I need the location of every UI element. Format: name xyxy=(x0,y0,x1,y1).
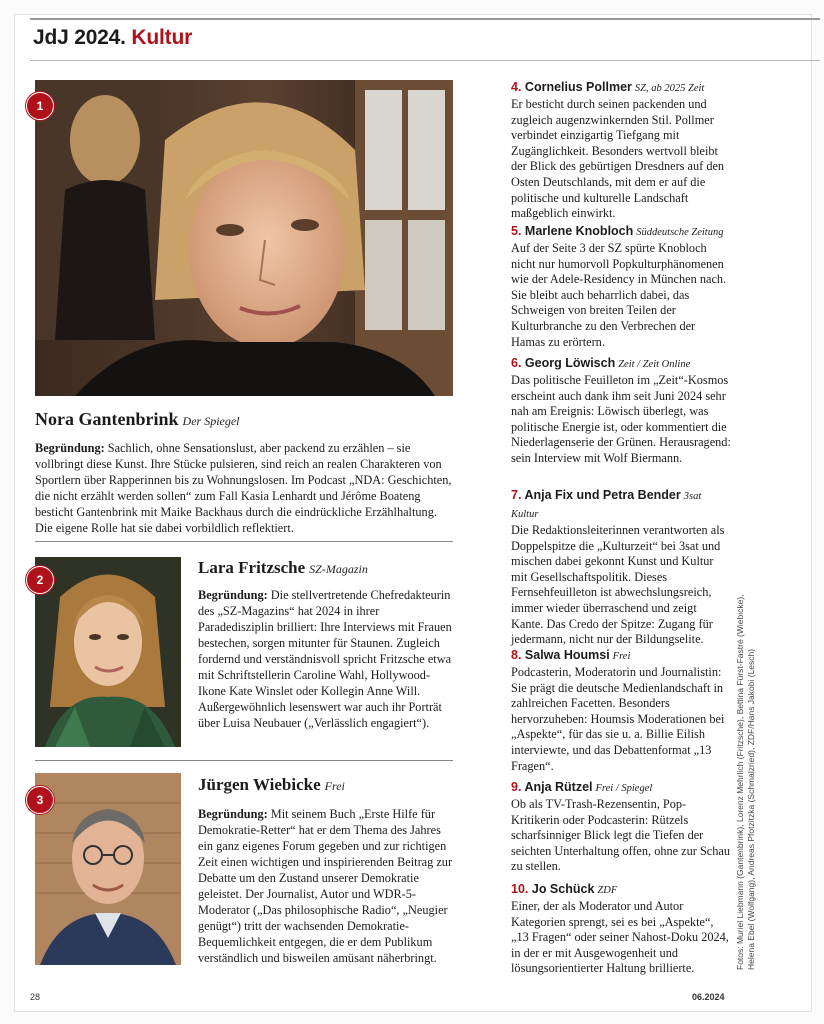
ranking-item-4-head xyxy=(511,79,731,97)
ranking-item-8-head xyxy=(511,647,731,665)
ranking-item-4-text: Er besticht durch seinen packenden und zugleich augenzwinkernden Stil. Pollmer verbindet einzigartig Tiefgang mit Zugänglichkeit. Besonders wertvoll bleibt der Blick des gebürtigen Dresdners auf den Osten Deutschlands, mit dem er auf die politische und kulturelle Landschaft maßgeblich einwirkt. xyxy=(511,97,725,221)
ranking-item-6-outlet: Zeit / Zeit Online xyxy=(618,359,691,370)
featured-1-title xyxy=(35,409,455,430)
divider-2 xyxy=(35,760,453,761)
ranking-item-7 xyxy=(511,487,731,648)
ranking-item-7-name: Anja Fix und Petra Bender xyxy=(524,488,681,502)
photo-credits xyxy=(735,590,795,970)
ranking-item-5 xyxy=(511,223,731,350)
featured-3-label: Begründung: xyxy=(198,807,268,821)
section-header xyxy=(33,26,192,50)
featured-3-name: Jürgen Wiebicke xyxy=(198,775,321,794)
featured-2-name: Lara Fritzsche xyxy=(198,558,306,577)
photo-juergen-wiebicke xyxy=(35,773,181,965)
ranking-item-6-head xyxy=(511,355,731,373)
rank-badge-3: 3 xyxy=(26,786,54,814)
ranking-item-7-head xyxy=(511,487,731,523)
header-prefix: JdJ 2024. xyxy=(33,26,126,49)
ranking-item-5-num: 5. xyxy=(511,224,522,238)
ranking-item-10-head xyxy=(511,881,731,899)
featured-2-label: Begründung: xyxy=(198,588,268,602)
ranking-item-4 xyxy=(511,79,731,222)
header-section: Kultur xyxy=(131,26,193,49)
ranking-item-8-name: Salwa Houmsi xyxy=(524,648,610,662)
ranking-item-4-num: 4. xyxy=(511,80,522,94)
ranking-item-4-outlet: SZ, ab 2025 Zeit xyxy=(634,83,705,94)
ranking-item-9 xyxy=(511,779,731,875)
header-top-rule xyxy=(30,18,820,20)
ranking-item-8-text: Podcasterin, Moderatorin und Journalistin: Sie prägt die deutsche Medienlandschaft in zahlreichen Facetten. Besonders hervorzuheben: Houmsis Moderationen bei „Aspekte“, für das sie u. a. Billie Eilish interviewte, und das Debattenformat „13 Fragen“. xyxy=(511,665,725,773)
ranking-item-6-name: Georg Löwisch xyxy=(524,356,616,370)
ranking-item-9-text: Ob als TV-Trash-Rezensentin, Pop-Kritikerin oder Podcasterin: Rützels scharfsinniger Blick legt die Tiefen der seichten Unterhaltung offen, ohne zur Schau zu stellen. xyxy=(511,797,730,874)
featured-1-label: Begründung: xyxy=(35,441,105,455)
ranking-item-10-text: Einer, der als Moderator und Autor Kategorien sprengt, sei es bei „Aspekte“, „13 Fragen“ oder seiner Nahost-Doku 2024, in der er mit Ausgewogenheit und lösungsorientierter Haltung brillierte. xyxy=(511,899,729,976)
photo-credits-line-1: Fotos: Muriel Liebmann (Gantenbrink), Lorenz Mehrlich (Fritzsche), Bettina Fürst-Fastré (Wiebicke), xyxy=(735,594,745,970)
ranking-item-5-outlet: Süddeutsche Zeitung xyxy=(636,227,724,238)
photo-credits-line-2: Helena Ebel (Wolfgang), Andreas Pfotzitzka (Schmalzried), ZDF/Hans Jakobi (Lesch) xyxy=(746,648,756,970)
ranking-item-8-num: 8. xyxy=(511,648,522,662)
featured-2-text xyxy=(198,587,456,731)
featured-3-text xyxy=(198,806,456,966)
header-bottom-rule xyxy=(30,60,820,61)
ranking-item-6 xyxy=(511,355,731,467)
page-number: 28 xyxy=(30,992,41,1002)
featured-3-body: Mit seinem Buch „Erste Hilfe für Demokratie-Retter“ hat er dem Thema des Jahres ein ganz eigenes Forum gegeben und zur richtigen Zeit einen wichtigen und inspirierenden Beitrag zur Debatte um den Zustand unserer Demokratie geleistet. Der Journalist, Autor und WDR-5-Moderator („Das philosophische Radio“, „Neugier genügt“) tritt der wachsenden Demokratie-Bequemlichkeit entgegen, die er dem Publikum verständlich und bisweilen amüsant näherbringt. xyxy=(198,807,453,965)
ranking-item-5-head xyxy=(511,223,731,241)
featured-1-name: Nora Gantenbrink xyxy=(35,409,179,429)
featured-2-body: Die stellvertretende Chefredakteurin des „SZ-Magazins“ hat 2024 in ihrer Paradedisziplin brilliert: Ihre Interviews mit Frauen bestechen, sorgen mitunter für Staunen. Zugleich fordernd und verständnisvoll spricht Fritzsche etwa mit Schriftstellerin Caroline Wahl, Hollywood-Ikone Kate Winslet oder Kollegin Anne Will. Außergewöhnlich lesenswert war auch ihr Porträt über Luisa Neubauer („Verlässlich engagiert“). xyxy=(198,588,452,730)
featured-3-title xyxy=(198,775,458,795)
ranking-item-7-text: Die Redaktionsleiterinnen verantworten als Doppelspitze die „Kulturzeit“ bei 3sat und mischen dabei gekonnt Kunst und Kultur mit Gesellschaftspolitik. Dieses Fernsehfeuilleton ist abwechslungsreich, immer wieder überraschend und zeigt Kante. Das Credo der Spitze: Zugang für jedermann, nicht nur der Bildungselite. xyxy=(511,523,725,647)
divider-1 xyxy=(35,541,453,542)
photo-lara-fritzsche xyxy=(35,557,181,747)
ranking-item-5-text: Auf der Seite 3 der SZ spürte Knobloch nicht nur humorvoll Popkulturphänomenen wie der Adele-Residency in München nach. Sie bleibt auch beharrlich dabei, das Schweigen von breiten Teilen der Kulturbranche zu den Verbrechen der Hamas zu erörtern. xyxy=(511,241,727,349)
issue-date: 06.2024 xyxy=(692,992,725,1002)
ranking-item-9-outlet: Frei / Spiegel xyxy=(595,783,653,794)
ranking-item-4-name: Cornelius Pollmer xyxy=(524,80,632,94)
featured-1-outlet: Der Spiegel xyxy=(182,414,240,428)
rank-badge-2: 2 xyxy=(26,566,54,594)
ranking-item-5-name: Marlene Knobloch xyxy=(524,224,634,238)
photo-nora-gantenbrink xyxy=(35,80,453,396)
featured-3-outlet: Frei xyxy=(324,779,345,793)
rank-badge-1: 1 xyxy=(26,92,54,120)
ranking-item-7-num: 7. xyxy=(511,488,522,502)
featured-1-body: Sachlich, ohne Sensationslust, aber packend zu erzählen – sie vollbringt diese Kunst. Ihre Stücke pulsieren, sind reich an realen Charakteren von Sportlern über Rapperinnen bis zu Wohnungslosen. Im Podcast „NDA: Geschichten, die nicht erzählt werden sollen“ zum Fall Kasia Lenhardt und Jérôme Boateng besticht Gantenbrink mit Maike Backhaus durch die eindrückliche Erzählhaltung. Die eigene Rolle hat sie dabei vorbildlich reflektiert. xyxy=(35,441,452,535)
featured-2-title xyxy=(198,558,458,578)
ranking-item-10-num: 10. xyxy=(511,882,529,896)
featured-2-outlet: SZ-Magazin xyxy=(309,562,368,576)
ranking-item-9-head xyxy=(511,779,731,797)
ranking-item-6-num: 6. xyxy=(511,356,522,370)
ranking-item-9-name: Anja Rützel xyxy=(524,780,593,794)
ranking-item-6-text: Das politische Feuilleton im „Zeit“-Kosmos erscheint auch dank ihm seit Juni 2024 sehr nah am Ereignis: Löwisch überlegt, was politische Energie ist, oder kommentiert die Niederlagenserie der Grünen. Herausragend: sein Interview mit Wolf Biermann. xyxy=(511,373,731,465)
ranking-item-8-outlet: Frei xyxy=(612,651,631,662)
ranking-item-10-name: Jo Schück xyxy=(531,882,595,896)
ranking-item-9-num: 9. xyxy=(511,780,522,794)
ranking-item-10 xyxy=(511,881,731,977)
ranking-item-7-outlet: 3sat Kultur xyxy=(511,491,702,520)
featured-1-text xyxy=(35,440,453,536)
ranking-item-8 xyxy=(511,647,731,774)
ranking-item-10-outlet: ZDF xyxy=(597,885,618,896)
